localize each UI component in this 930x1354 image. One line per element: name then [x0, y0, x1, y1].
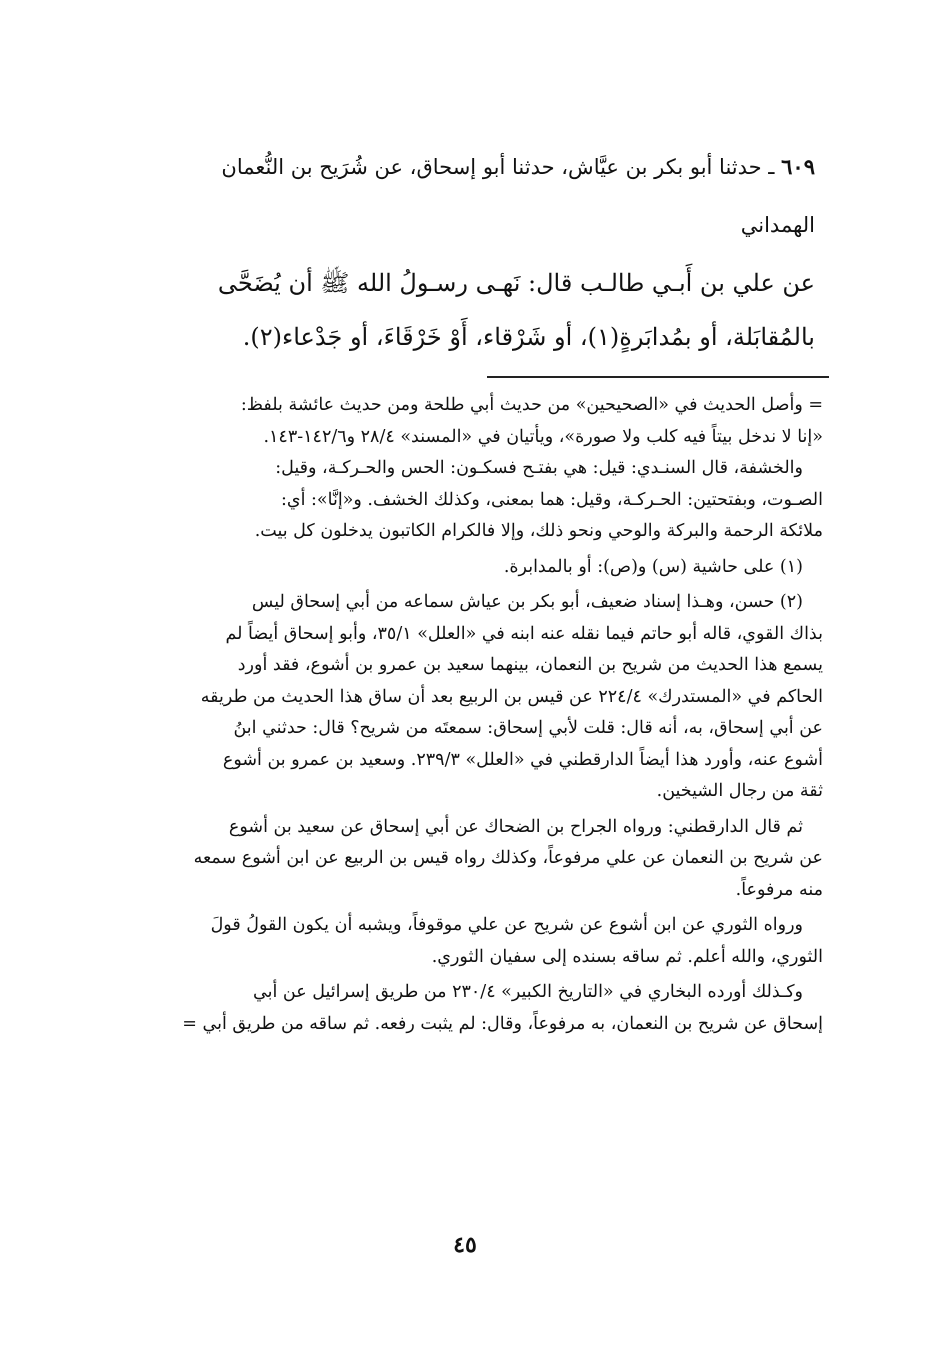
hadith-number: ٦٠٩: [781, 154, 815, 179]
footnote-2: (٢) حسن، وهـذا إسناد ضعيف، أبو بكر بن عياش سماعه من أبي إسحاق ليس: [251, 592, 803, 612]
hadith-line: الهمداني: [740, 213, 815, 237]
footnote-line: ثم قال الدارقطني: ورواه الجراح بن الضحاك عن أبي إسحاق عن سعيد بن أشوع: [228, 816, 803, 837]
footnote-line: يسمع هذا الحديث من شريح بن النعمان، بينهما سعيد بن عمرو بن أشوع، فقد أورد: [237, 655, 823, 675]
footnote-line: والخشفة، قال السنـدي: قيل: هي بفتـح فسكـون: الحس والحـركـة، وقيل:: [275, 458, 803, 478]
hadith-line: عن علي بن أَبـي طالـب قال: نَهـى رسـولُ الله ﷺ أن يُضَحَّى: [217, 269, 815, 297]
hadith-line: ٦٠٩ ـ حدثنا أبو بكر بن عيَّاش، حدثنا أبو إسحاق، عن شُرَيح بن النُّعمان: [221, 154, 815, 179]
footnote-line: عن شريح بن النعمان عن علي مرفوعاً، وكذلك رواه قيس بن الربيع عن ابن أشوع سمعه: [193, 848, 823, 868]
hadith-text: [130, 138, 815, 362]
footnote-line: عن أبي إسحاق، به، أنه قال: قلت لأبي إسحاق: سمعتَه من شريح؟ قال: حدثني ابنُ: [233, 718, 823, 738]
page-number: ٤٥: [453, 1232, 477, 1258]
footnote-line: الحاكم في «المستدرك» ٢٢٤/٤ عن قيس بن الربيع بعد أن ساق هذا الحديث من طريقه: [200, 686, 823, 707]
footnote-separator: [487, 376, 829, 378]
footnotes: [128, 390, 823, 1040]
footnote-line: ملائكة الرحمة والبركة والوحي ونحو ذلك، وإلا فالكرام الكاتبون يدخلون كل بيت.: [254, 521, 823, 541]
footnote-line: = وأصل الحديث في «الصحيحين» من حديث أبي طلحة ومن حديث عائشة بلفظ:: [240, 395, 823, 415]
footnote-line: «إنا لا ندخل بيتاً فيه كلب ولا صورة»، ويأتيان في «المسند» ٢٨/٤ و١٤٢/٦-١٤٣.: [263, 426, 823, 447]
footnote-line: وكـذلك أورده البخاري في «التاريخ الكبير» ٢٣٠/٤ من طريق إسرائيل عن أبي: [253, 982, 803, 1002]
footnote-line: ورواه الثوري عن ابن أشوع عن شريح عن علي موقوفاً، ويشبه أن يكون القولُ قولَ: [210, 915, 803, 935]
footnote-line: ثقة من رجال الشيخين.: [656, 781, 823, 801]
footnote-line: أشوع عنه، وأورد هذا أيضاً الدارقطني في «العلل» ٢٣٩/٣. وسعيد بن عمرو بن أشوع: [222, 749, 823, 770]
footnote-line: الثوري، والله أعلم. ثم ساقه بسنده إلى سفيان الثوري.: [431, 946, 823, 967]
footnote-line: الصـوت، وبفتحتين: الحـركـة، وقيل: هما بمعنى، وكذلك الخشف. و«إنَّا»: أي:: [281, 489, 823, 510]
footnote-line: بذاك القوي، قاله أبو حاتم فيما نقله عنه ابنه في «العلل» ٣٥/١، وأبو إسحاق أيضاً لم: [225, 623, 823, 644]
hadith-line: بالمُقابَلة، أو بمُدابَرةٍ(١)، أو شَرْقاء، أَوْ خَرْقَاءَ، أو جَدْعاء(٢).: [242, 323, 815, 351]
footnote-1: (١) على حاشية (س) و(ص): أو بالمدابرة.: [503, 556, 803, 577]
footnote-line: إسحاق عن شريح بن النعمان، به مرفوعاً، وقال: لم يثبت رفعه. ثم ساقه من طريق أبي =: [182, 1013, 823, 1034]
footnote-line: منه مرفوعاً.: [735, 879, 823, 900]
